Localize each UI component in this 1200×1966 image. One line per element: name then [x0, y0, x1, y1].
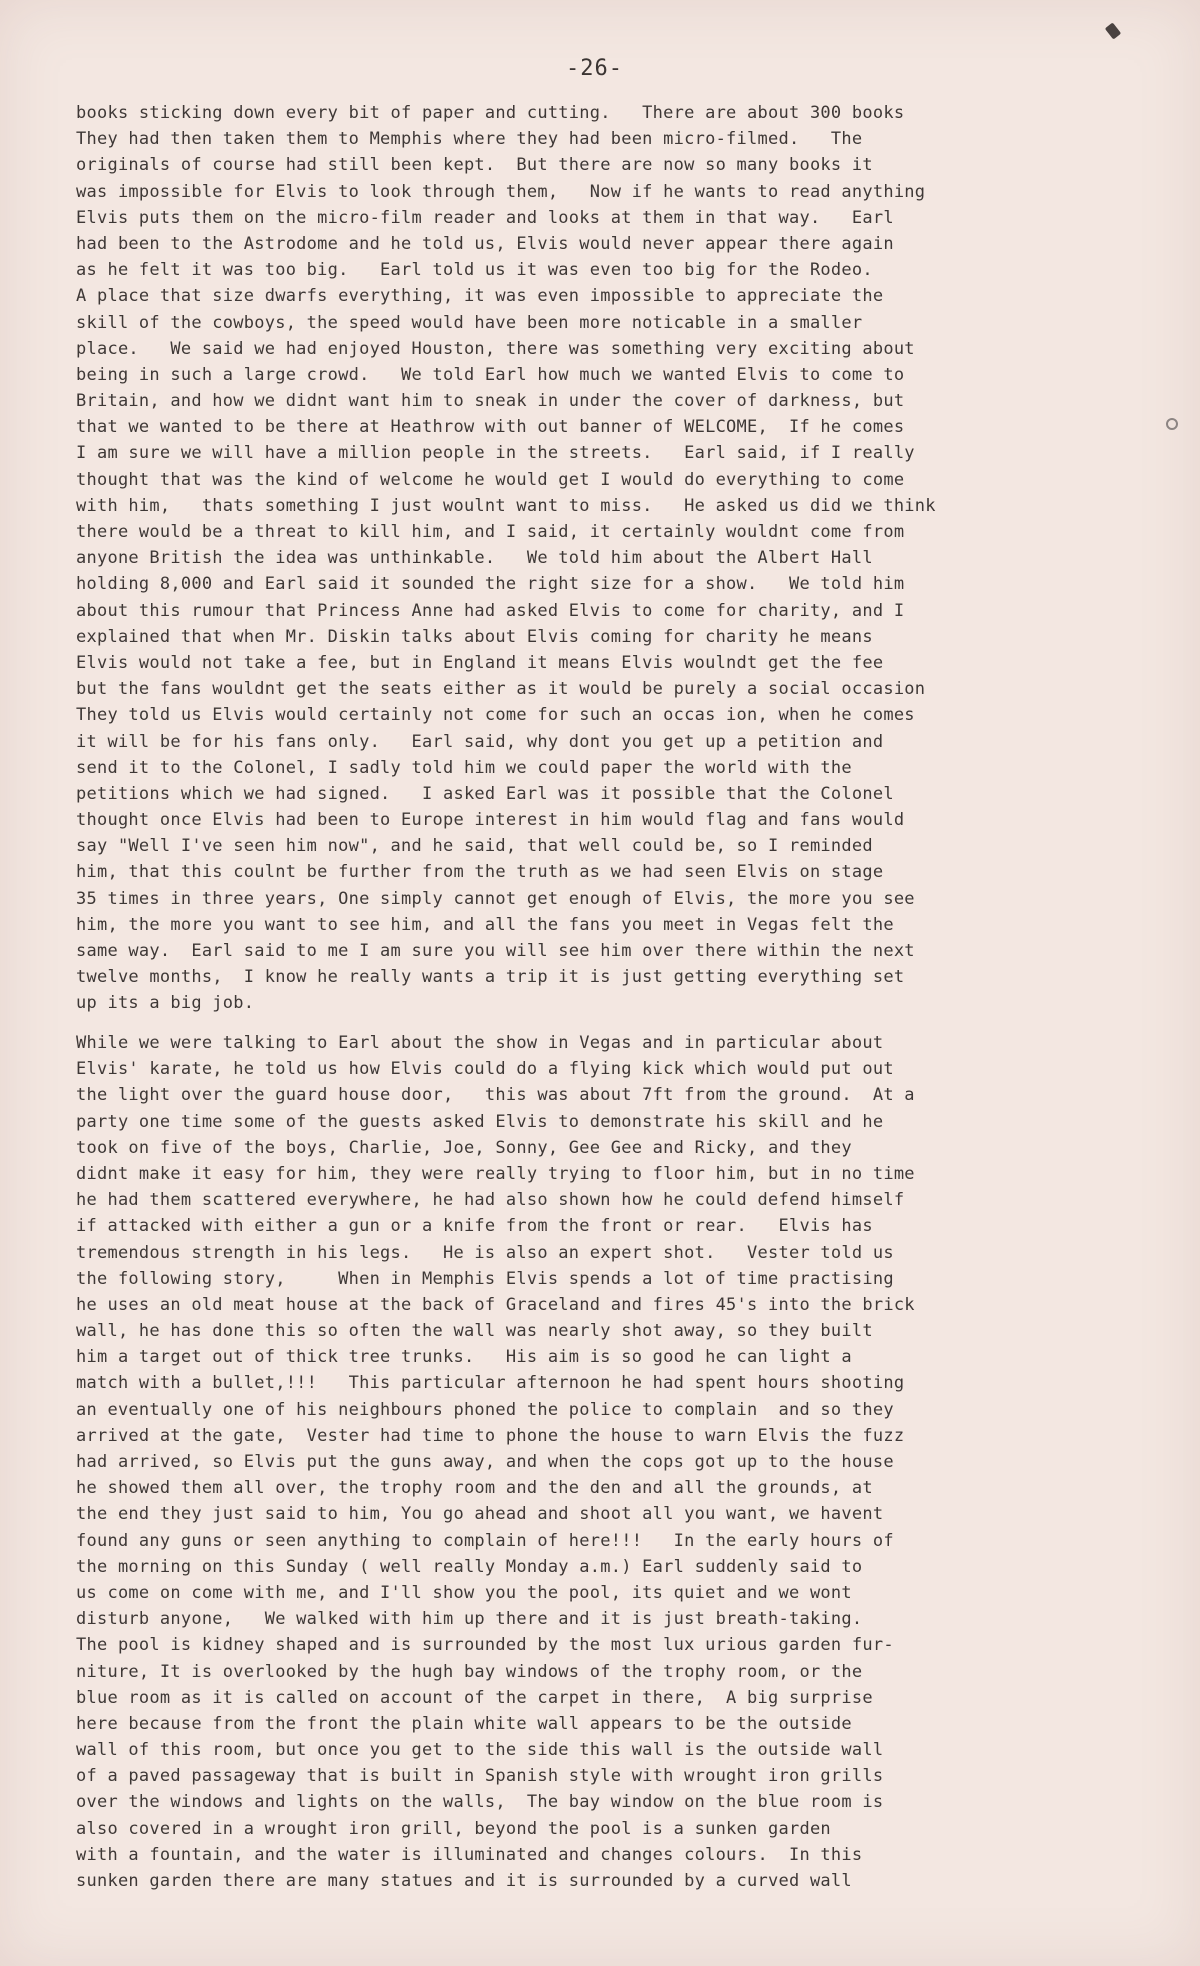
text-line: They told us Elvis would certainly not come for such an occas ion, when he comes [76, 705, 915, 726]
page-number: -26- [566, 56, 623, 81]
text-line: explained that when Mr. Diskin talks about Elvis coming for charity he means [76, 626, 873, 647]
text-line: he had them scattered everywhere, he had also shown how he could defend himself [76, 1190, 905, 1211]
text-line: him, the more you want to see him, and all the fans you meet in Vegas felt the [76, 914, 894, 935]
text-line: anyone British the idea was unthinkable. We told him about the Albert Hall [76, 548, 873, 569]
text-line: tremendous strength in his legs. He is also an expert shot. Vester told us [76, 1242, 894, 1263]
punch-hole-mark [1166, 418, 1178, 430]
text-line: he uses an old meat house at the back of Graceland and fires 45's into the brick [76, 1294, 915, 1315]
text-line: he showed them all over, the trophy room and the den and all the grounds, at [76, 1478, 873, 1499]
text-line: The pool is kidney shaped and is surrounded by the most lux urious garden fur- [76, 1635, 894, 1656]
text-line: here because from the front the plain white wall appears to be the outside [76, 1713, 852, 1734]
text-line: niture, It is overlooked by the hugh bay windows of the trophy room, or the [76, 1661, 863, 1682]
text-line: sunken garden there are many statues and it is surrounded by a curved wall [76, 1871, 852, 1891]
text-line: that we wanted to be there at Heathrow with out banner of WELCOME, If he comes [76, 417, 905, 438]
text-line: Britain, and how we didnt want him to sneak in under the cover of darkness, but [76, 391, 905, 412]
text-line: if attacked with either a gun or a knife from the front or rear. Elvis has [76, 1216, 873, 1237]
paragraph-1 [76, 100, 1166, 1017]
text-line: party one time some of the guests asked Elvis to demonstrate his skill and he [76, 1111, 884, 1132]
text-line: I am sure we will have a million people in the streets. Earl said, if I really [76, 443, 915, 464]
text-line: wall, he has done this so often the wall was nearly shot away, so they built [76, 1321, 873, 1342]
text-line: the light over the guard house door, this was about 7ft from the ground. At a [76, 1085, 915, 1106]
text-line: with him, thats something I just woulnt want to miss. He asked us did we think [76, 495, 936, 516]
text-line: the morning on this Sunday ( well really Monday a.m.) Earl suddenly said to [76, 1556, 863, 1577]
text-line: didnt make it easy for him, they were really trying to floor him, but in no time [76, 1163, 915, 1184]
text-line: had arrived, so Elvis put the guns away, and when the cops got up to the house [76, 1452, 894, 1472]
text-line: an eventually one of his neighbours phoned the police to complain and so they [76, 1399, 894, 1420]
text-line: took on five of the boys, Charlie, Joe, Sonny, Gee Gee and Ricky, and they [76, 1137, 852, 1158]
text-line: being in such a large crowd. We told Earl how much we wanted Elvis to come to [76, 364, 905, 385]
text-line: of a paved passageway that is built in Spanish style with wrought iron grills [76, 1766, 884, 1787]
text-line: Elvis would not take a fee, but in England it means Elvis woulndt get the fee [76, 652, 884, 673]
text-line: us come on come with me, and I'll show you the pool, its quiet and we wont [76, 1582, 852, 1603]
text-line: thought once Elvis had been to Europe interest in him would flag and fans would [76, 810, 905, 831]
text-line: found any guns or seen anything to complain of here!!! In the early hours of [76, 1530, 894, 1551]
text-line: over the windows and lights on the walls, The bay window on the blue room is [76, 1792, 884, 1813]
text-line: was impossible for Elvis to look through them, Now if he wants to read anything [76, 181, 926, 202]
text-line: match with a bullet,!!! This particular afternoon he had spent hours shooting [76, 1373, 905, 1394]
text-line: him, that this coulnt be further from the truth as we had seen Elvis on stage [76, 862, 884, 883]
text-line: books sticking down every bit of paper and cutting. There are about 300 books [76, 103, 905, 123]
text-line: holding 8,000 and Earl said it sounded the right size for a show. We told him [76, 574, 905, 595]
text-line: arrived at the gate, Vester had time to phone the house to warn Elvis the fuzz [76, 1425, 905, 1446]
text-line: same way. Earl said to me I am sure you will see him over there within the next [76, 941, 915, 961]
text-line: A place that size dwarfs everything, it was even impossible to appreciate the [76, 286, 884, 307]
text-line: Elvis puts them on the micro-film reader and looks at them in that way. Earl [76, 207, 894, 228]
text-line: place. We said we had enjoyed Houston, there was something very exciting about [76, 338, 915, 359]
ink-mark [1105, 22, 1121, 39]
text-line: there would be a threat to kill him, and I said, it certainly wouldnt come from [76, 522, 905, 542]
text-line: up its a big job. [76, 993, 255, 1014]
text-line: disturb anyone, We walked with him up there and it is just breath-taking. [76, 1609, 863, 1630]
text-line: him a target out of thick tree trunks. His aim is so good he can light a [76, 1347, 852, 1368]
text-line: skill of the cowboys, the speed would have been more noticable in a smaller [76, 312, 863, 333]
text-line: twelve months, I know he really wants a trip it is just getting everything set [76, 967, 905, 988]
text-line: originals of course had still been kept. But there are now so many books it [76, 155, 873, 176]
text-line: but the fans wouldnt get the seats either as it would be purely a social occasion [76, 679, 926, 700]
text-line: They had then taken them to Memphis where they had been micro-filmed. The [76, 129, 863, 150]
text-line: it will be for his fans only. Earl said, why dont you get up a petition and [76, 731, 884, 752]
text-line: blue room as it is called on account of the carpet in there, A big surprise [76, 1687, 873, 1708]
text-line: with a fountain, and the water is illuminated and changes colours. In this [76, 1844, 863, 1865]
text-line: wall of this room, but once you get to the side this wall is the outside wall [76, 1740, 884, 1761]
text-line: While we were talking to Earl about the show in Vegas and in particular about [76, 1033, 884, 1053]
text-line: thought that was the kind of welcome he would get I would do everything to come [76, 469, 905, 490]
text-line: about this rumour that Princess Anne had asked Elvis to come for charity, and I [76, 600, 905, 621]
text-line: petitions which we had signed. I asked Earl was it possible that the Colonel [76, 783, 894, 804]
text-line: also covered in a wrought iron grill, beyond the pool is a sunken garden [76, 1818, 831, 1839]
text-line: 35 times in three years, One simply cannot get enough of Elvis, the more you see [76, 888, 915, 909]
paragraph-2 [76, 1030, 1166, 1894]
text-line: Elvis' karate, he told us how Elvis could do a flying kick which would put out [76, 1059, 894, 1080]
text-line: say "Well I've seen him now", and he said, that well could be, so I reminded [76, 836, 873, 857]
text-line: had been to the Astrodome and he told us, Elvis would never appear there again [76, 233, 894, 254]
text-line: the following story, When in Memphis Elvis spends a lot of time practising [76, 1268, 894, 1289]
text-line: the end they just said to him, You go ahead and shoot all you want, we havent [76, 1504, 884, 1525]
text-line: as he felt it was too big. Earl told us it was even too big for the Rodeo. [76, 260, 873, 281]
text-line: send it to the Colonel, I sadly told him we could paper the world with the [76, 757, 852, 778]
